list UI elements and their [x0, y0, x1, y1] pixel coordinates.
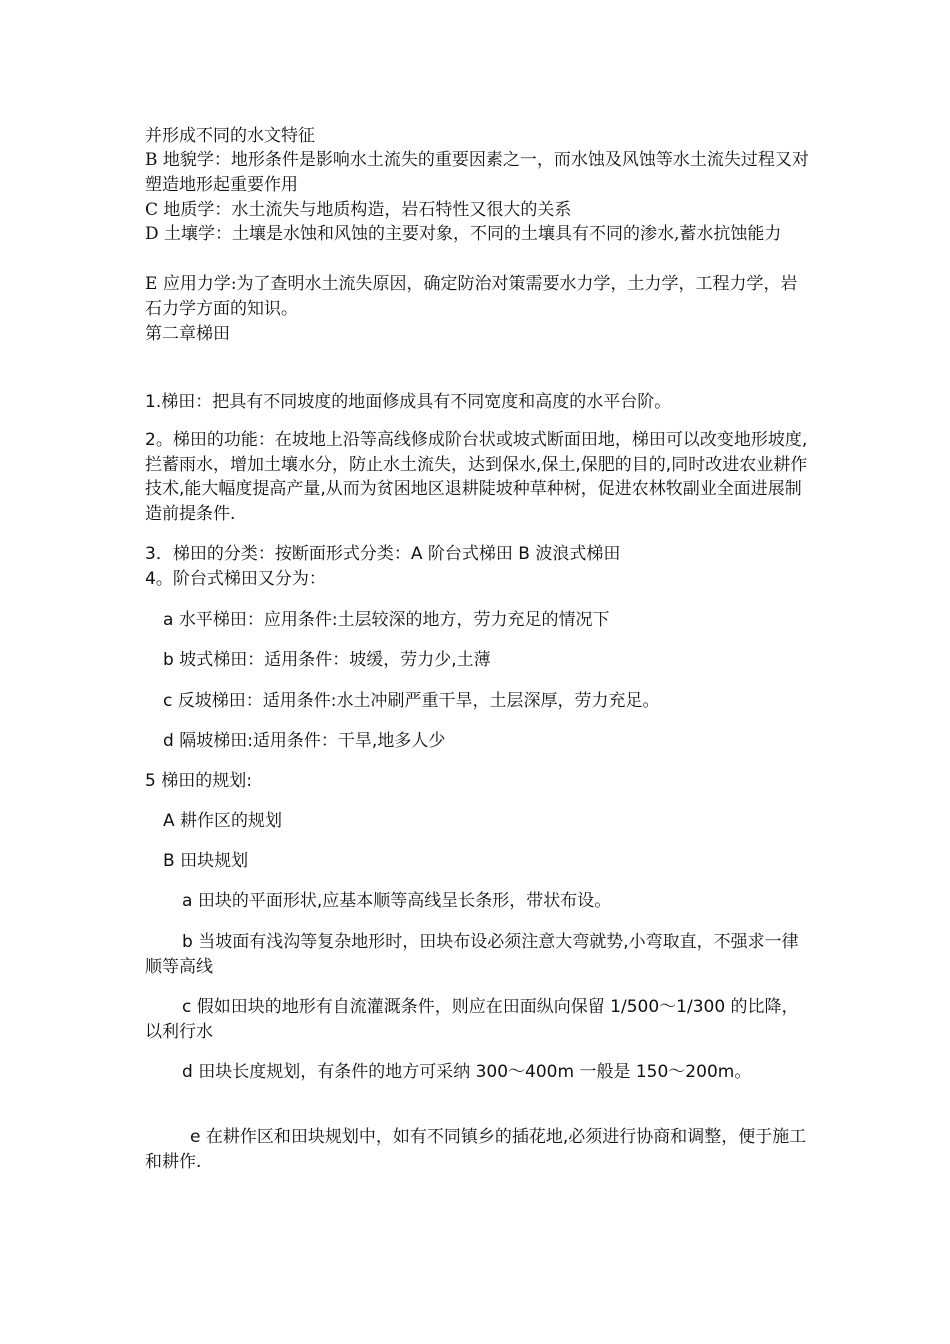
chapter-title: 第二章梯田: [145, 324, 230, 344]
paragraph-applied-mechanics: E 应用力学:为了查明水土流失原因，确定防治对策需要水力学，土力学，工程力学，岩石力学方面的知识。: [145, 274, 798, 319]
paragraph-terrace-definition: 1.梯田：把具有不同坡度的地面修成具有不同宽度和高度的水平台阶。: [145, 392, 672, 412]
paragraph-step-terrace-types: 4。阶台式梯田又分为：: [145, 569, 326, 589]
paragraph-terrace-planning: 5 梯田的规划:: [145, 771, 252, 791]
list-item-field-block-planning: B 田块规划: [163, 851, 249, 871]
list-item-land-coordination: e 在耕作区和田块规划中，如有不同镇乡的插花地,必须进行协商和调整，便于施工和耕作.: [145, 1127, 807, 1172]
list-item-irrigation-gradient: c 假如田块的地形有自流灌溉条件，则应在田面纵向保留 1/500～1/300 的比降，以利行水: [145, 997, 799, 1042]
paragraph-hydrology-tail: 并形成不同的水文特征: [145, 126, 315, 146]
list-item-interval-terrace: d 隔坡梯田:适用条件：干旱,地多人少: [163, 731, 446, 751]
paragraph-geomorphology: B 地貌学：地形条件是影响水土流失的重要因素之一，而水蚀及风蚀等水土流失过程又对塑造地形起重要作用: [145, 150, 809, 195]
paragraph-soil-science: D 土壤学：土壤是水蚀和风蚀的主要对象，不同的土壤具有不同的渗水,蓄水抗蚀能力: [145, 224, 782, 244]
list-item-field-length: d 田块长度规划，有条件的地方可采纳 300～400m 一般是 150～200m。: [182, 1062, 752, 1082]
list-item-field-shape: a 田块的平面形状,应基本顺等高线呈长条形，带状布设。: [182, 891, 612, 911]
list-item-complex-terrain: b 当坡面有浅沟等复杂地形时，田块布设必须注意大弯就势,小弯取直，不强求一律顺等高线: [145, 932, 799, 977]
list-item-slope-terrace: b 坡式梯田：适用条件：坡缓，劳力少,土薄: [163, 650, 491, 670]
list-item-reverse-slope-terrace: c 反坡梯田：适用条件:水土冲刷严重干旱，土层深厚，劳力充足。: [163, 691, 660, 711]
paragraph-terrace-function: 2。梯田的功能：在坡地上沿等高线修成阶台状或坡式断面田地，梯田可以改变地形坡度,拦蓄雨水，增加土壤水分，防止水土流失，达到保水,保土,保肥的目的,同时改进农业耕作技术,能大幅度提高产量,从而为贫困地区退耕陡坡种草种树，促进农林牧副业全面进展制造前提条件.: [145, 430, 808, 524]
list-item-cultivation-zone: A 耕作区的规划: [163, 811, 283, 831]
paragraph-terrace-classification: 3．梯田的分类：按断面形式分类：A 阶台式梯田 B 波浪式梯田: [145, 544, 621, 564]
list-item-level-terrace: a 水平梯田：应用条件:土层较深的地方，劳力充足的情况下: [163, 610, 610, 630]
paragraph-geology: C 地质学：水土流失与地质构造，岩石特性又很大的关系: [145, 200, 572, 220]
